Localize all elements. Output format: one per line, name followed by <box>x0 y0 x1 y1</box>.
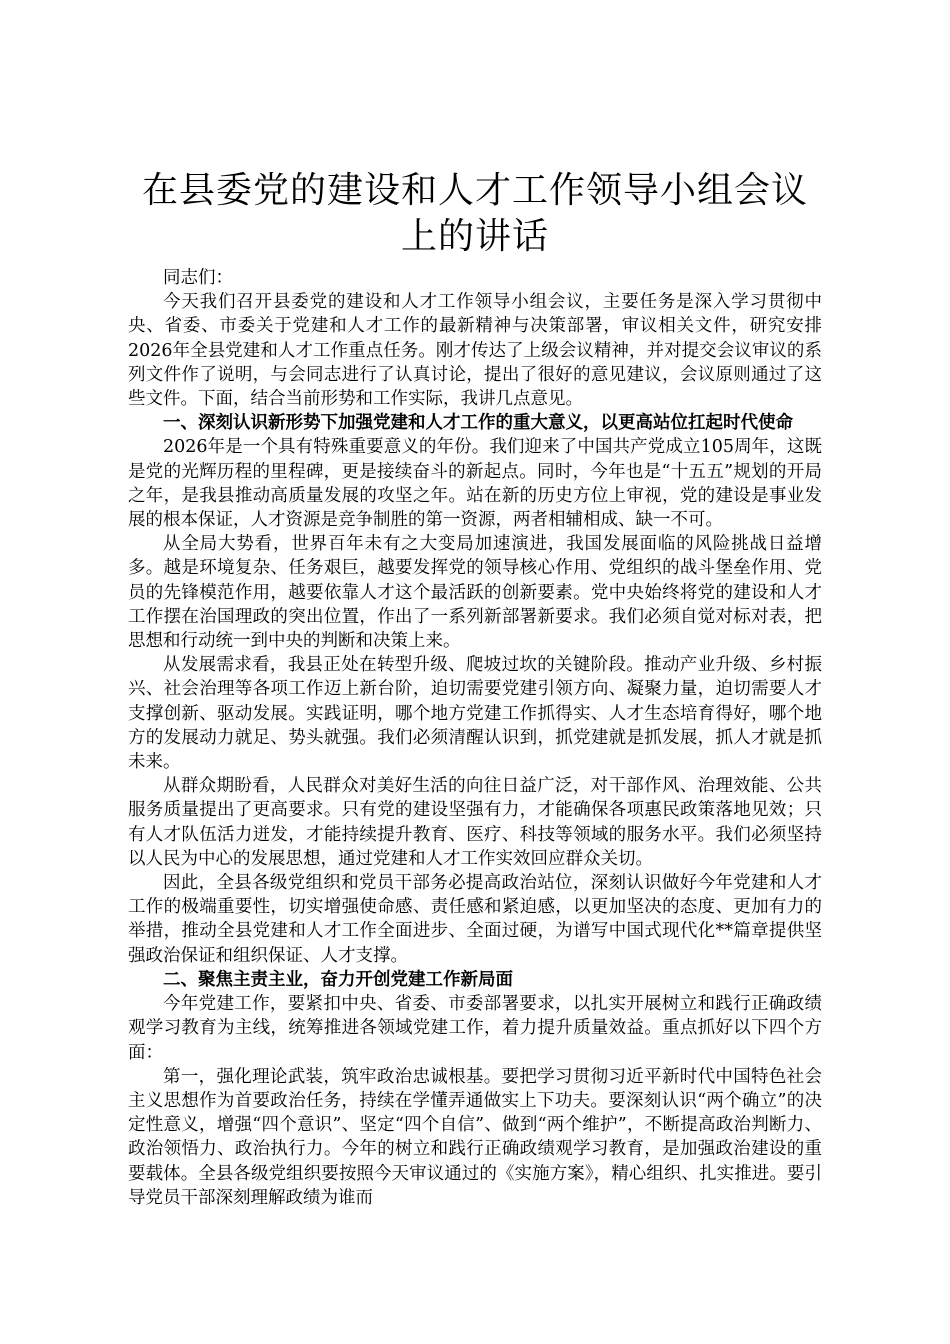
document-title: 在县委党的建设和人才工作领导小组会议上的讲话 <box>141 170 808 257</box>
section-heading: 二、聚焦主责主业，奋力开创党建工作新局面 <box>163 969 513 990</box>
body-paragraph: 今天我们召开县委党的建设和人才工作领导小组会议，主要任务是深入学习贯彻中央、省委、市委关于党建和人才工作的最新精神与决策部署，审议相关文件，研究安排2026年全县党建和人才工作重点任务。刚才传达了上级会议精神，并对提交会议审议的系列文件作了说明，与会同志进行了认真讨论，提出了很好的意见建议，会议原则通过了这些文件。下面，结合当前形势和工作实际，我讲几点意见。 <box>128 292 822 410</box>
document-body <box>128 290 822 1210</box>
body-paragraph: 2026年是一个具有特殊重要意义的年份。我们迎来了中国共产党成立105周年，这既是党的光辉历程的里程碑，更是接续奋斗的新起点。同时，今年也是“十五五”规划的开局之年，是我县推动高质量发展的攻坚之年。站在新的历史方位上审视，党的建设是事业发展的根本保证，人才资源是竞争制胜的第一资源，两者相辅相成、缺一不可。 <box>128 437 822 531</box>
body-paragraph: 今年党建工作，要紧扣中央、省委、市委部署要求，以扎实开展树立和践行正确政绩观学习教育为主线，统筹推进各领域党建工作，着力提升质量效益。重点抓好以下四个方面： <box>128 994 822 1063</box>
body-paragraph: 因此，全县各级党组织和党员干部务必提高政治站位，深刻认识做好今年党建和人才工作的极端重要性，切实增强使命感、责任感和紧迫感，以更加坚决的态度、更加有力的举措，推动全县党建和人才工作全面进步、全面过硬，为谱写中国式现代化**篇章提供坚强政治保证和组织保证、人才支撑。 <box>128 873 822 966</box>
section-heading: 一、深刻认识新形势下加强党建和人才工作的重大意义，以更高站位扛起时代使命 <box>163 413 793 434</box>
document-page <box>128 168 822 1210</box>
body-paragraph: 从发展需求看，我县正处在转型升级、爬坡过坎的关键阶段。推动产业升级、乡村振兴、社会治理等各项工作迈上新台阶，迫切需要党建引领方向、凝聚力量，迫切需要人才支撑创新、驱动发展。实践证明，哪个地方党建工作抓得实、人才生态培育得好，哪个地方的发展动力就足、势头就强。我们必须清醒认识到，抓党建就是抓发展，抓人才就是抓未来。 <box>128 655 822 773</box>
body-paragraph: 第一，强化理论武装，筑牢政治忠诚根基。要把学习贯彻习近平新时代中国特色社会主义思想作为首要政治任务，持续在学懂弄通做实上下功夫。要深刻认识“两个确立”的决定性意义，增强“四个意识”、坚定“四个自信”、做到“两个维护”，不断提高政治判断力、政治领悟力、政治执行力。今年的树立和践行正确政绩观学习教育，是加强政治建设的重要载体。全县各级党组织要按照今天审议通过的《实施方案》，精心组织、扎实推进。要引导党员干部深刻理解政绩为谁而 <box>128 1066 822 1208</box>
body-paragraph: 从群众期盼看，人民群众对美好生活的向往日益广泛，对干部作风、治理效能、公共服务质量提出了更高要求。只有党的建设坚强有力，才能确保各项惠民政策落地见效；只有人才队伍活力迸发，才能持续提升教育、医疗、科技等领域的服务水平。我们必须坚持以人民为中心的发展思想，通过党建和人才工作实效回应群众关切。 <box>128 776 822 869</box>
body-paragraph: 从全局大势看，世界百年未有之大变局加速演进，我国发展面临的风险挑战日益增多。越是环境复杂、任务艰巨，越要发挥党的领导核心作用、党组织的战斗堡垒作用、党员的先锋模范作用，越要依靠人才这个最活跃的创新要素。党中央始终将党的建设和人才工作摆在治国理政的突出位置，作出了一系列新部署新要求。我们必须自觉对标对表，把思想和行动统一到中央的判断和决策上来。 <box>128 534 822 652</box>
salutation: 同志们： <box>163 268 233 288</box>
